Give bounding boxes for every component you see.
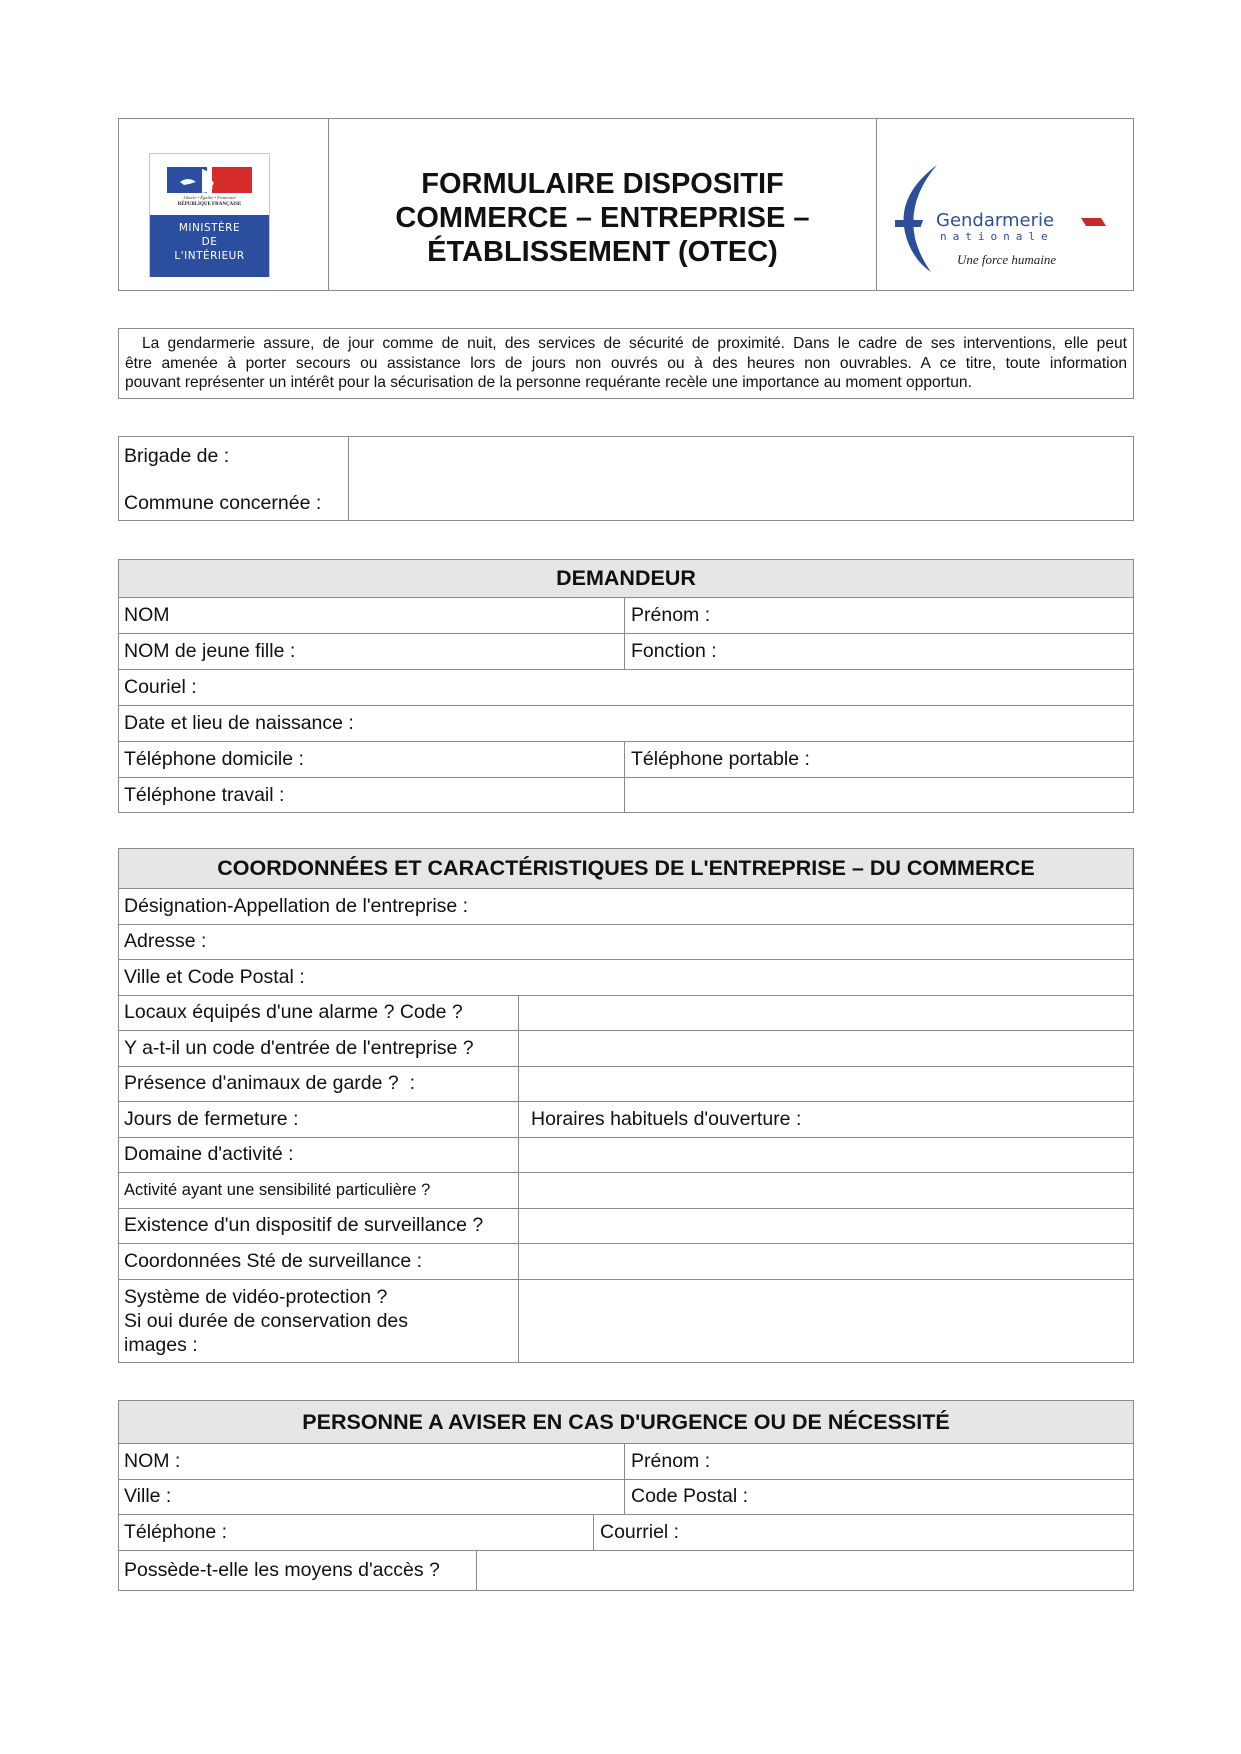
intro-line: être amenée à porter secours ou assistance lors de jours non ouvrés ou à des heures non ouvrables. A ce titre, toute information [125,354,1127,372]
field-tel-domicile[interactable]: Téléphone domicile : [124,747,304,770]
gendarmerie-tagline: Une force humaine [957,252,1057,267]
demandeur-header: DEMANDEUR [119,560,1133,597]
field-coord-surveillance-value[interactable] [519,1243,1133,1279]
gendarmerie-name: Gendarmerie [936,210,1055,231]
urgence-acces-value[interactable] [477,1550,1133,1591]
field-code-entree-value[interactable] [519,1030,1133,1066]
field-nom[interactable]: NOM [124,603,170,626]
ministry-line: MINISTÈRE [178,222,241,234]
urgence-prenom[interactable]: Prénom : [631,1449,711,1472]
field-tel-travail[interactable]: Téléphone travail : [124,783,285,806]
video-line: images : [124,1334,198,1356]
location-divider [348,436,349,521]
field-jours-fermeture[interactable]: Jours de fermeture : [124,1107,299,1130]
urgence-header: PERSONNE A AVISER EN CAS D'URGENCE OU DE NÉCESSITÉ [119,1401,1133,1443]
gendarmerie-nationale-logo [895,160,1120,280]
field-fonction[interactable]: Fonction : [631,639,717,662]
ministry-line: L'INTÉRIEUR [174,250,245,262]
field-tel-travail-value[interactable] [625,777,1133,813]
republique-francaise: RÉPUBLIQUE FRANÇAISE [177,202,242,207]
commune-label: Commune concernée : [124,491,322,514]
field-domaine-value[interactable] [519,1137,1133,1172]
gendarmerie-subname: nationale [940,230,1054,243]
page-title [330,167,875,269]
field-prenom[interactable]: Prénom : [631,603,711,626]
field-video-protection [124,1285,514,1357]
urgence-nom[interactable]: NOM : [124,1449,181,1472]
field-date-lieu-naissance[interactable]: Date et lieu de naissance : [124,711,354,734]
field-nom-jeune-fille[interactable]: NOM de jeune fille : [124,639,296,662]
title-line: COMMERCE – ENTREPRISE – [395,202,810,234]
intro-line: pouvant représenter un intérêt pour la sécurisation de la personne requérante recèle une importance au moment opportun. [125,374,972,391]
location-input[interactable] [350,438,1132,519]
field-sensibilite: Activité ayant une sensibilité particulière ? [124,1180,431,1199]
field-coord-surveillance: Coordonnées Sté de surveillance : [124,1249,423,1272]
urgence-ville[interactable]: Ville : [124,1485,172,1507]
field-designation[interactable]: Désignation-Appellation de l'entreprise : [124,894,469,917]
field-sensibilite-value[interactable] [519,1172,1133,1208]
motto: Liberté • Égalité • Fraternité [183,195,236,200]
ministry-line: DE [201,236,218,248]
field-domaine: Domaine d'activité : [124,1143,294,1165]
intro-line: La gendarmerie assure, de jour comme de nuit, des services de sécurité de proximité. Dans le cadre de ses interventions, elle peut [142,335,1127,352]
urgence-telephone[interactable]: Téléphone : [124,1520,227,1543]
video-line: Si oui durée de conservation des [124,1310,409,1332]
title-line: FORMULAIRE DISPOSITIF [421,168,784,200]
field-dispositif: Existence d'un dispositif de surveillance ? [124,1214,484,1236]
field-animaux-value[interactable] [519,1066,1133,1101]
field-alarme-value[interactable] [519,995,1133,1030]
video-line: Système de vidéo-protection ? [124,1286,388,1308]
header-divider [876,118,877,291]
urgence-acces: Possède-t-elle les moyens d'accès ? [124,1559,440,1581]
field-couriel[interactable]: Couriel : [124,675,197,698]
field-adresse[interactable]: Adresse : [124,930,207,952]
field-ville-cp[interactable]: Ville et Code Postal : [124,965,305,988]
urgence-courriel[interactable]: Courriel : [600,1520,680,1543]
field-animaux: Présence d'animaux de garde ? : [124,1072,415,1094]
intro-paragraph [118,328,1134,399]
ministry-block [150,215,269,277]
field-tel-portable[interactable]: Téléphone portable : [631,747,810,770]
header-divider [328,118,329,291]
title-line: ÉTABLISSEMENT (OTEC) [427,236,778,268]
field-dispositif-value[interactable] [519,1208,1133,1243]
field-code-entree: Y a-t-il un code d'entrée de l'entreprise ? [124,1036,474,1059]
field-alarme: Locaux équipés d'une alarme ? Code ? [124,1001,463,1023]
ministere-interieur-logo [149,153,270,277]
brigade-label: Brigade de : [124,444,230,467]
field-horaires[interactable]: Horaires habituels d'ouverture : [531,1107,802,1130]
field-video-protection-value[interactable] [519,1279,1133,1363]
entreprise-header: COORDONNÉES ET CARACTÉRISTIQUES DE L'ENTREPRISE – DU COMMERCE [119,849,1133,888]
urgence-code-postal[interactable]: Code Postal : [631,1485,749,1507]
